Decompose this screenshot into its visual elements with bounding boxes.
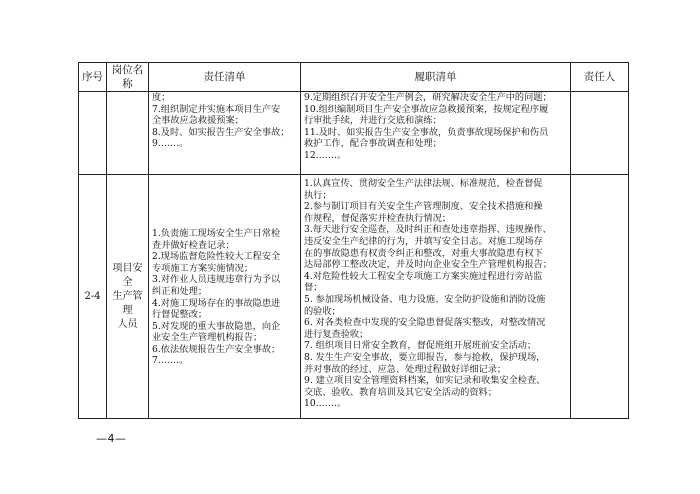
duty-line: 9.……。: [152, 138, 189, 150]
perform-line: 5. 参加现场机械设备、电力设施、安全防护设施和消防设施: [304, 293, 546, 305]
perform-line: 在的事故隐患有权责令纠正和整改，对重大事故隐患有权下: [304, 247, 543, 259]
row-serial-cell: 2-4: [79, 175, 107, 419]
duty-line: 专项施工方案实施情况；: [152, 262, 254, 274]
row-duty-cell: [149, 92, 301, 175]
perform-line: 9. 建立项目安全管理资料档案，如实记录和收集安全检查、: [304, 375, 546, 387]
duty-line: 度；: [152, 92, 171, 103]
perform-line: 达局部停工整改决定，并及时向企业安全生产管理机构报告；: [304, 259, 553, 271]
row-person-cell: [571, 92, 629, 175]
header-performance-list: 履职清单: [301, 63, 571, 92]
duty-line: 行督促整改；: [152, 309, 208, 321]
perform-line: 执行；: [304, 189, 332, 201]
perform-line: 10.……。: [304, 398, 347, 410]
perform-line: 4.对危险性较大工程安全专项施工方案实施过程进行旁站监: [304, 270, 543, 282]
duty-line: 3.对作业人员违规违章行为予以: [152, 274, 281, 286]
perform-line: 进行复查验收；: [304, 328, 369, 340]
duty-line: 5.对发现的重大事故隐患，向企: [152, 320, 281, 332]
perform-line: 12.……。: [304, 149, 347, 161]
duty-line: 6.依法依规报告生产安全事故；: [152, 343, 281, 355]
page-number: —4—: [96, 432, 127, 445]
post-line: 人员: [117, 318, 138, 330]
table-header-row: [79, 63, 629, 92]
perform-line: 8. 发生生产安全事故，要立即报告，参与抢救，保护现场，: [304, 351, 546, 363]
perform-line: 并对事故的经过、应急、处理过程做好详细记录；: [304, 363, 507, 375]
post-line: 生产管理: [112, 290, 143, 316]
duty-line: 查并做好检查记录；: [152, 239, 235, 251]
row-post-cell: [107, 92, 149, 175]
perform-line: 交底、验收、教育培训及其它安全活动的资料；: [304, 386, 497, 398]
header-post-name: 岗位名称: [107, 63, 149, 92]
perform-line: 的验收；: [304, 305, 341, 317]
duty-line: 业安全生产管理机构报告；: [152, 332, 263, 344]
duty-line: 4.对施工现场存在的事故隐患进: [152, 297, 281, 309]
perform-line: 7. 组织项目日常安全教育，督促班组开展班前安全活动；: [304, 340, 537, 352]
duty-line: 全事故应急救援预案；: [152, 115, 244, 127]
perform-line: 3.每天进行安全巡查，及时纠正和查处违章指挥、违规操作、: [304, 224, 552, 236]
row-post-cell: [107, 175, 149, 419]
header-duty-list: 责任清单: [149, 63, 301, 92]
table-row: [79, 92, 629, 175]
header-serial-number: 序号: [79, 63, 107, 92]
row-duty-cell: [149, 175, 301, 419]
duty-line: 1.负责施工现场安全生产日常检: [152, 227, 281, 239]
row-performance-cell: [301, 92, 571, 175]
perform-line: 行审批手续，并进行交底和演练；: [304, 115, 442, 127]
responsibility-table: [78, 62, 629, 419]
perform-line: 10.组织编制项目生产安全事故应急救援预案，按规定程序履: [304, 103, 549, 115]
duty-line: 7.组织制定并实施本项目生产安: [152, 103, 281, 115]
duty-line: 2.现场监督危险性较大工程安全: [152, 251, 281, 263]
perform-line: 违反安全生产纪律的行为，并填写安全日志。对施工现场存: [304, 235, 543, 247]
perform-line: 督；: [304, 282, 323, 294]
perform-line: 6. 对各类检查中发现的安全隐患督促落实整改，对整改情况: [304, 317, 546, 329]
row-person-cell: [571, 175, 629, 419]
perform-line: 11.及时、如实报告生产安全事故，负责事故现场保护和伤员: [304, 126, 549, 138]
duty-line: 8.及时、如实报告生产安全事故；: [152, 126, 290, 138]
row-serial-cell: [79, 92, 107, 175]
perform-line: 2.参与制订项目有关安全生产管理制度、安全技术措施和操: [304, 201, 543, 213]
perform-line: 1.认真宣传、贯彻安全生产法律法规、标准规范，检查督促: [304, 178, 543, 189]
perform-line: 9.定期组织召开安全生产例会，研究解决安全生产中的问题；: [304, 92, 552, 103]
duty-line: 纠正和处理；: [152, 285, 208, 297]
row-performance-cell: [301, 175, 571, 419]
perform-line: 救护工作，配合事故调查和处理；: [304, 138, 442, 150]
perform-line: 作规程，督促落实并检查执行情况；: [304, 212, 451, 224]
duty-line: 7.……。: [152, 355, 189, 367]
header-responsible-person: 责任人: [571, 63, 629, 92]
table-row: [79, 175, 629, 419]
post-line: 项目安全: [112, 262, 143, 288]
